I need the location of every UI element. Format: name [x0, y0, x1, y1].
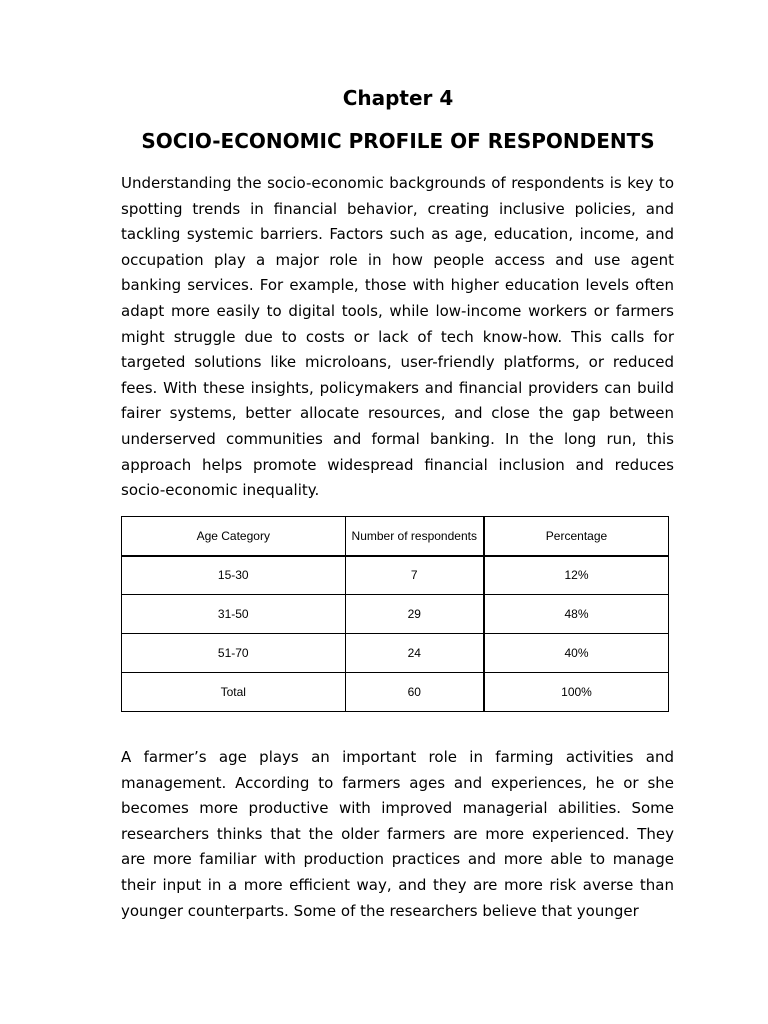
- cell-count: 24: [345, 634, 484, 673]
- chapter-label: Chapter 4: [342, 86, 454, 110]
- cell-percent: 100%: [484, 673, 669, 712]
- cell-percent: 48%: [484, 595, 669, 634]
- cell-count: 7: [345, 556, 484, 595]
- header-number-of-respondents: Number of respondents: [345, 517, 484, 556]
- cell-age: 51-70: [122, 634, 346, 673]
- cell-age: 15-30: [122, 556, 346, 595]
- cell-age: Total: [122, 673, 346, 712]
- intro-paragraph: Understanding the socio-economic backgrounds of respondents is key to spotting trends in financial behavior, creating inclusive policies, and tackling systemic barriers. Factors such as age, education, income, and occupation play a major role in how people access and use agent banking services. For example, those with higher education levels often adapt more easily to digital tools, while low-income workers or farmers might struggle due to costs or lack of tech know-how. This calls for targeted solutions like microloans, user-friendly platforms, or reduced fees. With these insights, policymakers and financial providers can build fairer systems, better allocate resources, and close the gap between underserved communities and formal banking. In the long run, this approach helps promote widespread financial inclusion and reduces socio-economic inequality.: [121, 174, 674, 500]
- header-age-category: Age Category: [122, 517, 346, 556]
- age-distribution-table: [121, 516, 669, 712]
- table-row-total: [122, 673, 669, 712]
- cell-age: 31-50: [122, 595, 346, 634]
- cell-count: 60: [345, 673, 484, 712]
- header-percentage: Percentage: [484, 517, 669, 556]
- cell-percent: 40%: [484, 634, 669, 673]
- cell-count: 29: [345, 595, 484, 634]
- table-row: [122, 595, 669, 634]
- age-discussion-paragraph: A farmer’s age plays an important role in farming activities and management. According to farmers ages and experiences, he or she becomes more productive with improved managerial abilities. Some researchers thinks that the older farmers are more experienced. They are more familiar with production practices and more able to manage their input in a more efficient way, and they are more risk averse than younger counterparts. Some of the researchers believe that younger: [121, 748, 674, 920]
- page-title: SOCIO-ECONOMIC PROFILE OF RESPONDENTS: [141, 129, 655, 153]
- table-header-row: [122, 517, 669, 556]
- cell-percent: 12%: [484, 556, 669, 595]
- table-row: [122, 556, 669, 595]
- table-row: [122, 634, 669, 673]
